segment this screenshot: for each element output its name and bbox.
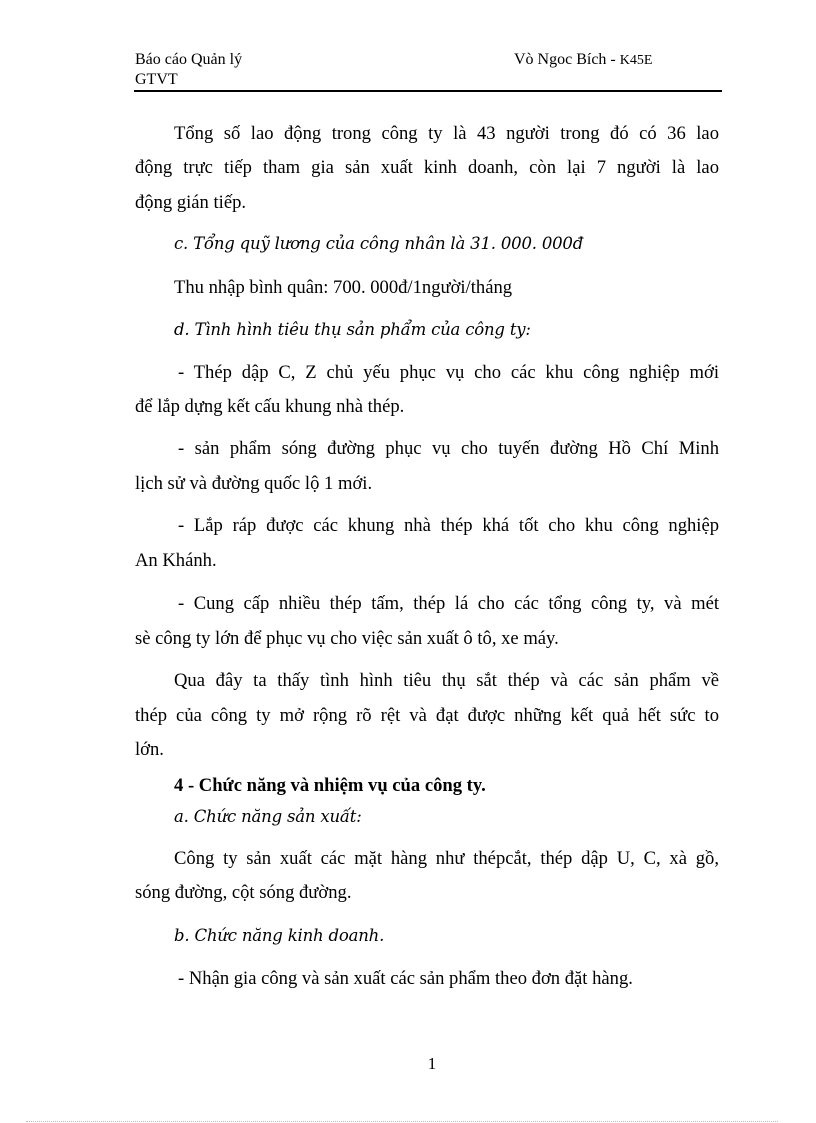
- paragraph-line: Công ty sản xuất các mặt hàng như thépcắt, thép dập U, C, xà gồ,: [174, 848, 719, 869]
- bullet-line: - Lắp ráp được các khung nhà thép khá tốt cho khu công nghiệp: [178, 515, 719, 536]
- paragraph-line: Qua đây ta thấy tình hình tiêu thụ sắt thép và các sản phẩm về: [174, 670, 719, 691]
- header-author: [514, 50, 652, 71]
- section-heading: 4 - Chức năng và nhiệm vụ của công ty.: [174, 775, 486, 796]
- page-boundary-rule: [26, 1121, 778, 1122]
- avg-income-text: Thu nhập bình quân: 700. 000đ/1người/tháng: [174, 277, 513, 298]
- bullet-line: An Khánh.: [135, 550, 217, 571]
- subheading-d: d. Tình hình tiêu thụ sản phẩm của công ty:: [174, 320, 531, 339]
- author-name: Vò Ngoc Bích -: [514, 51, 620, 68]
- subheading-b: b. Chức năng kinh doanh.: [174, 926, 385, 945]
- paragraph-line: lớn.: [135, 739, 164, 760]
- header-title: [135, 50, 242, 90]
- class-code: K45E: [619, 53, 653, 68]
- header-rule: [134, 90, 722, 92]
- bullet-line: - Thép dập C, Z chủ yếu phục vụ cho các khu công nghiệp mới: [178, 362, 719, 383]
- paragraph-line: Tổng số lao động trong công ty là 43 người trong đó có 36 lao: [174, 123, 719, 144]
- paragraph-line: động trực tiếp tham gia sản xuất kinh doanh, còn lại 7 người là lao: [135, 157, 719, 178]
- bullet-line: - sản phẩm sóng đường phục vụ cho tuyến đường Hồ Chí Minh: [178, 438, 719, 459]
- paragraph-line: thép của công ty mở rộng rõ rệt và đạt được những kết quả hết sức to: [135, 705, 719, 726]
- bullet-line: lịch sử và đường quốc lộ 1 mới.: [135, 473, 373, 494]
- paragraph-line: sóng đường, cột sóng đường.: [135, 882, 352, 903]
- bullet-line: - Nhận gia công và sản xuất các sản phẩm theo đơn đặt hàng.: [178, 968, 633, 989]
- bullet-line: để lắp dựng kết cấu khung nhà thép.: [135, 396, 405, 417]
- paragraph-line: động gián tiếp.: [135, 192, 247, 213]
- bullet-line: - Cung cấp nhiều thép tấm, thép lá cho các tổng công ty, và mét: [178, 593, 719, 614]
- header-title-line1: Báo cáo Quản lý: [135, 51, 243, 68]
- subheading-a: a. Chức năng sản xuất:: [174, 807, 362, 826]
- page-number: 1: [427, 1054, 437, 1073]
- header-title-line2: GTVT: [135, 71, 178, 88]
- bullet-line: sè công ty lớn để phục vụ cho việc sản xuất ô tô, xe máy.: [135, 628, 559, 649]
- subheading-c: c. Tổng quỹ lương của công nhân là 31. 000. 000đ: [174, 234, 584, 253]
